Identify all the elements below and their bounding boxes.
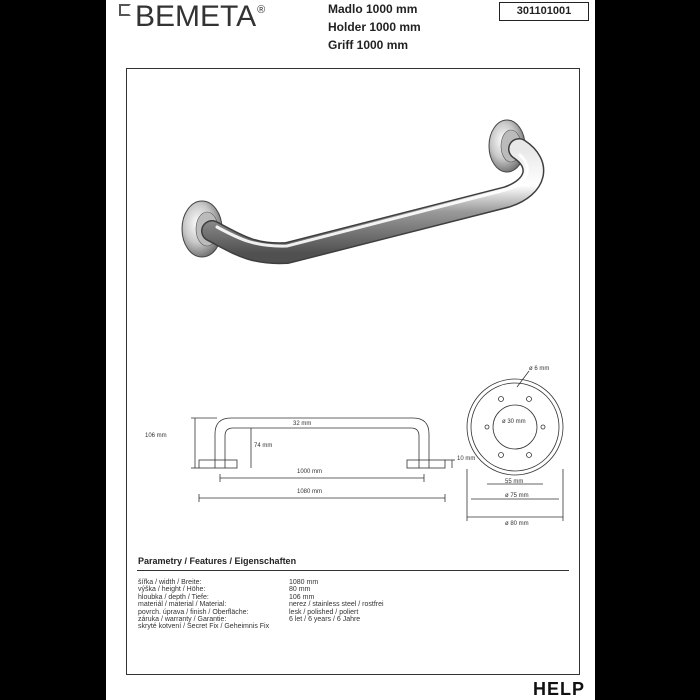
spec-row	[138, 616, 384, 623]
product-photo	[127, 69, 579, 309]
dim-total-width: 1080 mm	[297, 489, 323, 495]
product-titles	[328, 0, 421, 54]
spec-row	[138, 586, 384, 593]
registered-mark: ®	[257, 4, 266, 16]
brand-name: BEMETA	[135, 0, 257, 33]
spec-label: povrch. úprava / finish / Oberfläche:	[138, 608, 249, 616]
dim-flange: 10 mm	[457, 456, 476, 462]
spec-value: 6 let / 6 years / 6 Jahre	[289, 616, 361, 624]
product-code: 301101001	[499, 2, 589, 21]
spec-value: lesk / polished / poliert	[289, 608, 359, 616]
spec-value: 1080 mm	[289, 579, 319, 586]
rosette-drawing	[457, 359, 577, 539]
spec-value: nerez / stainless steel / rostfrei	[289, 601, 384, 609]
spec-row	[138, 601, 384, 608]
dim-rosette-mid: ø 75 mm	[505, 493, 529, 499]
spec-label: hloubka / depth / Tiefe:	[138, 593, 209, 601]
spec-row	[138, 594, 384, 601]
spec-label: šířka / width / Breite:	[138, 579, 202, 586]
dim-tube: 32 mm	[293, 421, 312, 427]
brand-logo	[119, 2, 265, 32]
features-divider	[137, 570, 569, 571]
dim-inner-height: 74 mm	[254, 443, 273, 449]
title-cz: Madlo 1000 mm	[328, 2, 418, 16]
front-view-drawing	[167, 404, 467, 524]
logo-mark-icon	[119, 4, 131, 16]
dim-inner-width: 1000 mm	[297, 469, 323, 475]
spec-row	[138, 623, 384, 630]
spec-label: záruka / warranty / Garantie:	[138, 616, 227, 624]
spec-table	[138, 579, 384, 631]
dim-rosette-spacing: 55 mm	[505, 479, 524, 485]
spec-row	[138, 579, 384, 586]
spec-label: výška / height / Höhe:	[138, 586, 206, 594]
spec-value: 106 mm	[289, 593, 315, 601]
dim-rosette-outer: ø 80 mm	[505, 521, 529, 527]
features-heading: Parametry / Features / Eigenschaften	[138, 556, 297, 566]
spec-value: 80 mm	[289, 586, 311, 594]
drawing-frame	[126, 68, 580, 675]
series-name: HELP	[532, 679, 585, 699]
datasheet-page	[106, 0, 595, 700]
dim-screw: ø 6 mm	[529, 366, 550, 372]
spec-row	[138, 609, 384, 616]
spec-label: materiál / material / Material:	[138, 601, 227, 609]
dim-height: 106 mm	[145, 433, 167, 439]
title-de: Griff 1000 mm	[328, 38, 409, 52]
spec-label: skryté kotvení / Secret Fix / Geheimnis Fix	[138, 623, 270, 631]
title-en: Holder 1000 mm	[328, 20, 421, 34]
dim-rosette-inner: ø 30 mm	[502, 419, 526, 425]
